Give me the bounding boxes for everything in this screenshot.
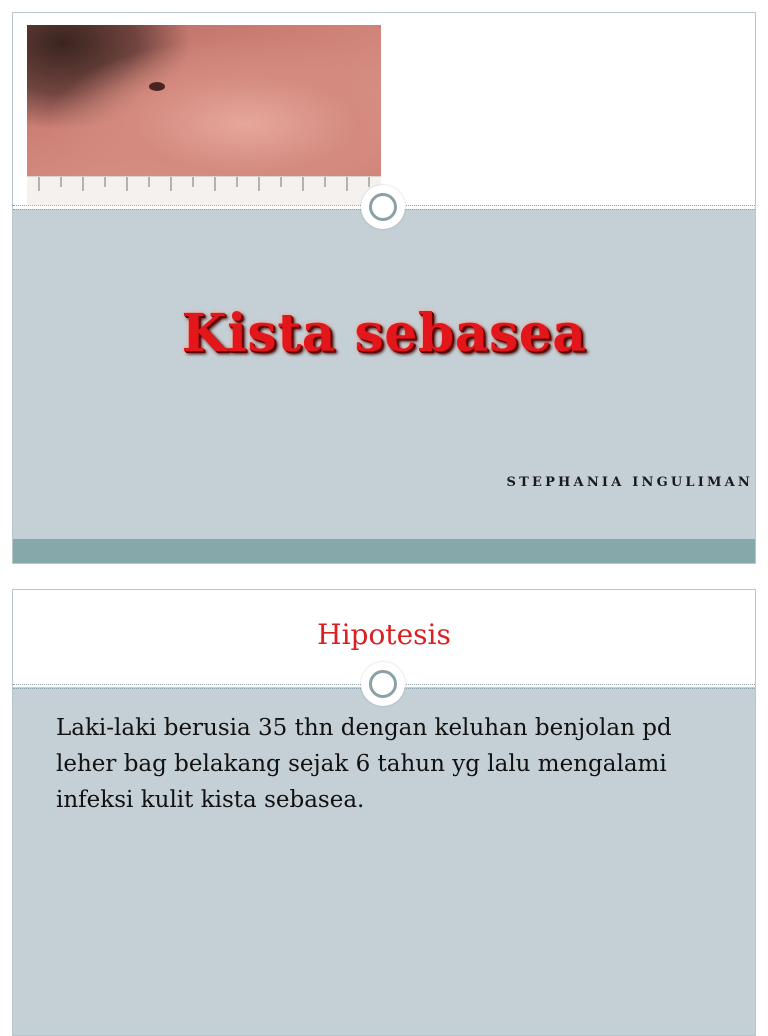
author-name: STEPHANIA INGULIMAN: [506, 475, 753, 490]
slide-title: Kista sebasea: [181, 303, 587, 364]
skin-lesion-photo: [27, 25, 381, 205]
ruler-icon: [27, 176, 381, 205]
content-slide: [12, 589, 756, 1036]
circle-ornament-icon: [361, 662, 405, 706]
slide-background-band: [13, 209, 755, 563]
slide-heading: Hipotesis: [317, 618, 451, 651]
circle-ornament-icon: [361, 185, 405, 229]
title-slide: [12, 12, 756, 564]
bottom-bar: [13, 539, 755, 563]
slide-body-text: Laki-laki berusia 35 thn dengan keluhan benjolan pd leher bag belakang sejak 6 tahun yg lalu mengalami infeksi kulit kista sebasea.: [56, 715, 672, 813]
